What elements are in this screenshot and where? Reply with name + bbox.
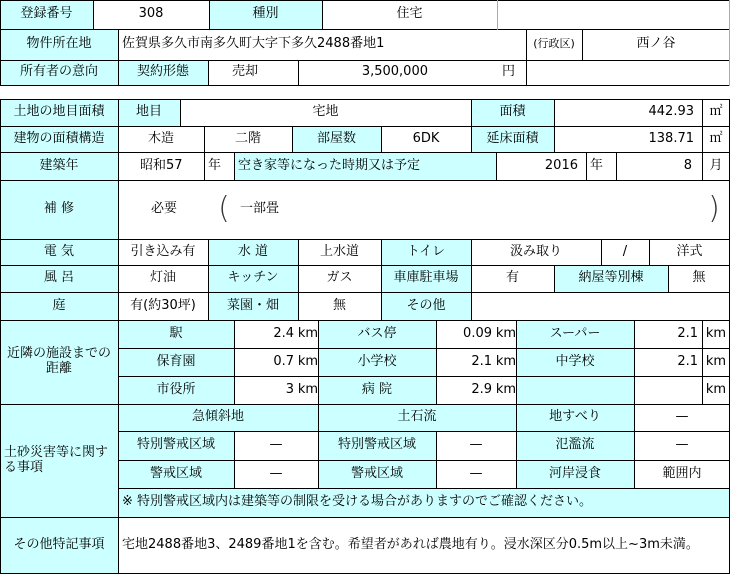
grid-line	[292, 126, 293, 153]
nearby-unit: km	[298, 381, 318, 397]
toilet-label: トイレ	[381, 239, 471, 265]
rooms-value: 6DK	[412, 130, 440, 146]
grid-line	[209, 0, 210, 30]
vacancy-month-char: 月	[709, 157, 723, 173]
zone-label-2: 警戒区域	[318, 460, 436, 488]
grid-line	[322, 0, 323, 30]
nearby-distance: 2.9	[471, 381, 492, 397]
special-zone-label-2: 特別警戒区域	[318, 431, 436, 460]
right-bracket: )	[708, 191, 720, 227]
nearby-unit: km	[298, 353, 318, 369]
nearby-unit: km	[705, 325, 727, 341]
grid-line	[496, 152, 497, 181]
shed-value: 無	[692, 270, 706, 286]
nearby-name: 市役所	[118, 376, 234, 404]
grid-line	[616, 152, 617, 181]
shed-label: 納屋等別棟	[554, 265, 668, 292]
grid-line	[204, 126, 205, 181]
grid-line	[93, 0, 94, 30]
repair-detail: 一部畳	[240, 201, 280, 217]
nearby-name: スーパー	[516, 320, 634, 348]
grid-line	[118, 431, 730, 432]
grid-line	[234, 431, 235, 489]
grid-line	[0, 85, 730, 86]
nearby-unit: km	[705, 381, 727, 397]
grid-line	[436, 431, 437, 489]
nearby-distance: 0.7	[273, 353, 294, 369]
grid-line	[471, 99, 472, 153]
grid-line	[516, 320, 517, 489]
other-label: その他	[381, 292, 471, 320]
nearby-distance: 3	[285, 381, 294, 397]
grid-line	[0, 180, 730, 181]
disaster-label: 土砂災害等に関する事項	[0, 404, 118, 517]
chimoku-value: 宅地	[312, 104, 339, 120]
nearby-unit: km	[705, 353, 727, 369]
nearby-name: 駅	[118, 320, 234, 348]
contract-label: 契約形態	[118, 60, 208, 85]
grid-line	[526, 29, 527, 61]
building-structure: 木造	[147, 130, 174, 146]
parking-label: 車庫駐車場	[381, 265, 471, 292]
grid-line	[118, 376, 730, 377]
grid-line	[497, 0, 498, 30]
grid-line	[554, 126, 555, 153]
building-label: 建物の面積構造	[0, 126, 118, 152]
kitchen-label: キッチン	[208, 265, 298, 292]
grid-line	[318, 320, 319, 489]
contract-value: 売却	[232, 64, 259, 80]
grid-line	[298, 239, 299, 321]
location-value: 佐賀県多久市南多久町大字下多久2488番地1	[122, 36, 385, 52]
nearby-unit: km	[496, 325, 516, 341]
bath-label: 風 呂	[0, 265, 118, 292]
zone-label-1: 警戒区域	[118, 460, 234, 488]
nearby-name: 保育園	[118, 348, 234, 376]
owner-intent-label: 所有者の意向	[0, 60, 118, 85]
bath-value: 灯油	[149, 270, 176, 286]
debris-flow-label: 土石流	[318, 404, 516, 431]
water-value: 上水道	[319, 243, 359, 259]
garden-label: 庭	[0, 292, 118, 320]
landslide-label: 地すべり	[516, 404, 634, 431]
price-unit: 円	[502, 64, 516, 80]
field-value: 無	[332, 297, 346, 313]
electric-label: 電 気	[0, 239, 118, 265]
grid-line	[0, 152, 730, 153]
repair-label: 補 修	[0, 180, 118, 239]
grid-line	[702, 320, 703, 405]
toilet-value: 汲み取り	[509, 243, 562, 259]
landslide-value: —	[675, 409, 689, 425]
nearby-name: 中学校	[516, 348, 634, 376]
grid-line	[208, 239, 209, 321]
flood-label: 氾濫流	[516, 431, 634, 460]
grid-line	[0, 320, 730, 321]
grid-line	[0, 404, 730, 405]
nearby-name-empty	[516, 376, 634, 404]
grid-line	[0, 99, 730, 100]
nearby-distance: 2.4	[273, 325, 294, 341]
grid-line	[0, 292, 730, 293]
special-zone-value-1: —	[269, 437, 283, 453]
built-label: 建築年	[0, 152, 118, 180]
building-floors: 二階	[234, 130, 261, 146]
erosion-label: 河岸浸食	[516, 460, 634, 488]
built-era-year: 昭和57	[140, 157, 183, 173]
district-label: (行政区)	[533, 37, 575, 51]
zone-value-1: —	[269, 465, 283, 481]
nearby-distance: 0.09	[463, 325, 492, 341]
built-year-char: 年	[208, 157, 222, 173]
vacancy-year-char: 年	[590, 157, 604, 173]
grid-line	[0, 239, 730, 240]
grid-line	[0, 60, 730, 61]
left-bracket: (	[218, 191, 230, 227]
repair-value: 必要	[150, 201, 177, 217]
grid-line	[180, 99, 181, 127]
grid-line	[118, 348, 730, 349]
grid-line	[668, 265, 669, 293]
kitchen-value: ガス	[326, 270, 353, 286]
water-label: 水 道	[208, 239, 298, 265]
grid-line	[582, 29, 583, 61]
rooms-label: 部屋数	[292, 126, 381, 152]
nearby-unit: km	[496, 353, 516, 369]
grid-line	[234, 320, 235, 405]
flood-value: —	[675, 437, 689, 453]
grid-line	[0, 265, 730, 266]
nearby-distance: 2.1	[677, 353, 698, 369]
grid-line	[208, 60, 209, 86]
nearby-name: 小学校	[318, 348, 436, 376]
grid-line	[0, 99, 1, 574]
grid-line	[0, 517, 730, 518]
district-value: 西ノ谷	[636, 36, 676, 52]
floor-area-unit: ㎡	[709, 130, 723, 146]
land-area-unit: ㎡	[709, 104, 723, 120]
field-label: 菜園・畑	[208, 292, 298, 320]
nearby-distance: 2.1	[677, 325, 698, 341]
reg-no-label: 登録番号	[0, 0, 93, 29]
grid-line	[0, 0, 1, 86]
special-zone-label-1: 特別警戒区域	[118, 431, 234, 460]
grid-line	[118, 488, 730, 489]
erosion-value: 範囲内	[662, 465, 702, 481]
grid-line	[554, 265, 555, 293]
toilet-type: 洋式	[676, 243, 703, 259]
grid-line	[118, 29, 119, 86]
electric-value: 引き込み有	[130, 243, 196, 259]
steep-slope-label: 急傾斜地	[118, 404, 318, 431]
nearby-distance: 2.1	[471, 353, 492, 369]
toilet-slash: /	[622, 243, 628, 259]
vacancy-label: 空き家等になった時期又は予定	[234, 152, 496, 180]
special-zone-value-2: —	[469, 437, 483, 453]
grid-line	[298, 60, 299, 86]
land-area-label: 面積	[471, 99, 554, 126]
nearby-name: バス停	[318, 320, 436, 348]
garden-value: 有(約30坪)	[130, 297, 196, 313]
reg-no-value: 308	[138, 6, 164, 22]
grid-line	[0, 0, 730, 1]
vacancy-month: 8	[683, 157, 692, 173]
grid-line	[601, 239, 602, 266]
floor-area-value: 138.71	[648, 130, 694, 146]
grid-line	[118, 460, 730, 461]
grid-line	[436, 320, 437, 405]
parking-value: 有	[505, 270, 519, 286]
grid-line	[471, 239, 472, 321]
grid-line	[554, 99, 555, 127]
nearby-name: 病 院	[318, 376, 436, 404]
land-area-value: 442.93	[648, 104, 694, 120]
type-label: 種別	[209, 0, 322, 29]
grid-line	[526, 60, 527, 86]
chimoku-label: 地目	[118, 99, 180, 126]
floor-area-label: 延床面積	[471, 126, 554, 152]
type-value: 住宅	[396, 6, 423, 22]
grid-line	[0, 29, 730, 30]
land-label: 土地の地目面積	[0, 99, 118, 126]
disaster-note: ※ 特別警戒区域内は建築等の制限を受ける場合がありますのでご確認ください。	[118, 488, 730, 517]
price-value: 3,500,000	[361, 64, 428, 80]
nearby-unit: km	[298, 325, 318, 341]
grid-line	[234, 152, 235, 181]
grid-line	[702, 99, 703, 181]
zone-value-2: —	[469, 465, 483, 481]
grid-line	[118, 99, 119, 574]
grid-line	[634, 320, 635, 489]
nearby-unit: km	[496, 381, 516, 397]
vacancy-year: 2016	[544, 157, 578, 173]
grid-line	[0, 126, 730, 127]
grid-line	[381, 239, 382, 321]
grid-line	[381, 126, 382, 153]
location-label: 物件所在地	[0, 29, 118, 60]
grid-line	[649, 239, 650, 266]
grid-line	[586, 152, 587, 181]
remarks-text: 宅地2488番地3、2489番地1を含む。希望者があれば農地有り。浸水深区分0.5m以上~3m未満。	[122, 537, 699, 553]
nearby-label: 近隣の施設までの距離	[0, 320, 118, 404]
remarks-label: その他特記事項	[0, 517, 118, 574]
